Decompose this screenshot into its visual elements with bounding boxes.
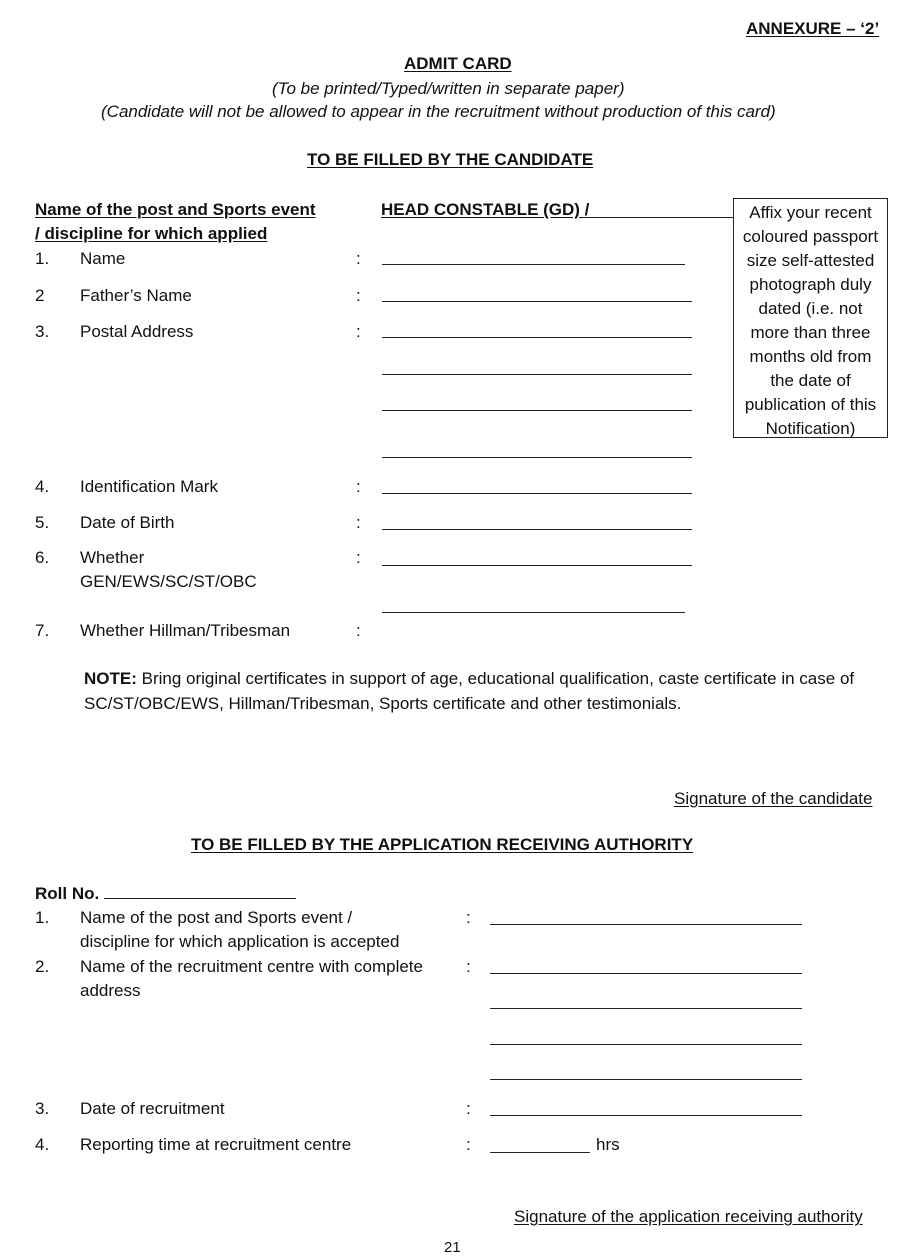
field-number: 1. xyxy=(35,908,50,927)
colon: : xyxy=(356,513,361,532)
identification-mark-input-line[interactable] xyxy=(382,493,692,494)
page-title: ADMIT CARD xyxy=(404,54,512,73)
field-label-hillman: Whether Hillman/Tribesman xyxy=(80,621,291,640)
post-label-line1: Name of the post and Sports event xyxy=(35,200,316,219)
roll-no-label: Roll No. xyxy=(35,884,100,903)
colon: : xyxy=(356,286,361,305)
photo-instruction-line: the date of xyxy=(770,371,851,390)
post-value-underline xyxy=(583,217,733,218)
candidate-signature-label: Signature of the candidate xyxy=(674,789,873,808)
field-label-date-of-birth: Date of Birth xyxy=(80,513,175,532)
colon: : xyxy=(466,908,471,927)
field-number: 3. xyxy=(35,322,50,341)
date-of-birth-input-line[interactable] xyxy=(382,529,692,530)
photo-instruction-line: Notification) xyxy=(765,419,856,438)
photo-instruction-line: months old from xyxy=(749,347,872,366)
field-number: 2 xyxy=(35,286,45,305)
field-label-category-options: GEN/EWS/SC/ST/OBC xyxy=(80,572,257,591)
photo-instruction-line: Affix your recent xyxy=(749,203,872,222)
photo-box xyxy=(733,198,888,438)
colon: : xyxy=(466,957,471,976)
recruitment-centre-input-line-2[interactable] xyxy=(490,1008,802,1009)
field-label-recruitment-centre: Name of the recruitment centre with complete xyxy=(80,957,423,976)
field-number: 2. xyxy=(35,957,50,976)
field-label-name: Name xyxy=(80,249,126,268)
roll-no-input-line[interactable] xyxy=(104,898,296,899)
address-input-line-3[interactable] xyxy=(382,410,692,411)
address-input-line-2[interactable] xyxy=(382,374,692,375)
photo-instruction-line: size self-attested xyxy=(746,251,875,270)
recruitment-centre-input-line-3[interactable] xyxy=(490,1044,802,1045)
field-number: 4. xyxy=(35,1135,50,1154)
note-text: Bring original certificates in support of age, educational qualification, caste certificate in case of SC/ST/OBC/EWS, Hillman/Tribesman, Sports certificate and other testimonials. xyxy=(84,669,855,713)
post-value: HEAD CONSTABLE (GD) / xyxy=(381,200,590,219)
field-label-postal-address: Postal Address xyxy=(80,322,194,341)
field-number: 6. xyxy=(35,548,50,567)
note-label: NOTE: xyxy=(84,669,137,688)
section-heading-authority: TO BE FILLED BY THE APPLICATION RECEIVING AUTHORITY xyxy=(191,835,694,854)
field-label-father-name: Father’s Name xyxy=(80,286,192,305)
recruitment-centre-input-line-1[interactable] xyxy=(490,973,802,974)
field-label-post-accepted-line2: discipline for which application is accepted xyxy=(80,932,400,951)
subtitle-warning: (Candidate will not be allowed to appear in the recruitment without production of this card) xyxy=(101,102,776,121)
photo-instruction-line: publication of this xyxy=(744,395,877,414)
father-name-input-line[interactable] xyxy=(382,301,692,302)
field-number: 7. xyxy=(35,621,50,640)
page-number: 21 xyxy=(444,1239,461,1256)
field-label-post-accepted: Name of the post and Sports event / xyxy=(80,908,353,927)
field-number: 5. xyxy=(35,513,50,532)
field-label-category: Whether xyxy=(80,548,145,567)
date-of-recruitment-input-line[interactable] xyxy=(490,1115,802,1116)
photo-instruction-line: photograph duly xyxy=(749,275,872,294)
colon: : xyxy=(466,1099,471,1118)
subtitle-print-note: (To be printed/Typed/written in separate paper) xyxy=(272,79,625,98)
field-number: 4. xyxy=(35,477,50,496)
address-input-line-1[interactable] xyxy=(382,337,692,338)
field-label-date-of-recruitment: Date of recruitment xyxy=(80,1099,225,1118)
field-number: 1. xyxy=(35,249,50,268)
photo-instruction-line: coloured passport xyxy=(742,227,879,246)
field-label-reporting-time: Reporting time at recruitment centre xyxy=(80,1135,352,1154)
colon: : xyxy=(356,548,361,567)
photo-instruction-line: dated (i.e. not xyxy=(758,299,863,318)
field-label-identification-mark: Identification Mark xyxy=(80,477,218,496)
post-label-line2: / discipline for which applied xyxy=(35,224,268,243)
reporting-time-input-line[interactable] xyxy=(490,1152,590,1153)
section-heading-candidate: TO BE FILLED BY THE CANDIDATE xyxy=(307,150,594,169)
post-accepted-input-line[interactable] xyxy=(490,924,802,925)
hillman-input-line[interactable] xyxy=(382,612,685,613)
field-label-recruitment-centre-line2: address xyxy=(80,981,141,1000)
colon: : xyxy=(466,1135,471,1154)
address-input-line-4[interactable] xyxy=(382,457,692,458)
colon: : xyxy=(356,621,361,640)
category-input-line[interactable] xyxy=(382,565,692,566)
colon: : xyxy=(356,322,361,341)
note-paragraph xyxy=(84,666,884,716)
authority-signature-label: Signature of the application receiving authority xyxy=(514,1207,863,1226)
annexure-label: ANNEXURE – ‘2’ xyxy=(746,19,880,38)
colon: : xyxy=(356,249,361,268)
colon: : xyxy=(356,477,361,496)
name-input-line[interactable] xyxy=(382,264,685,265)
field-number: 3. xyxy=(35,1099,50,1118)
recruitment-centre-input-line-4[interactable] xyxy=(490,1079,802,1080)
hrs-label: hrs xyxy=(596,1135,620,1154)
photo-instruction-line: more than three xyxy=(750,323,871,342)
